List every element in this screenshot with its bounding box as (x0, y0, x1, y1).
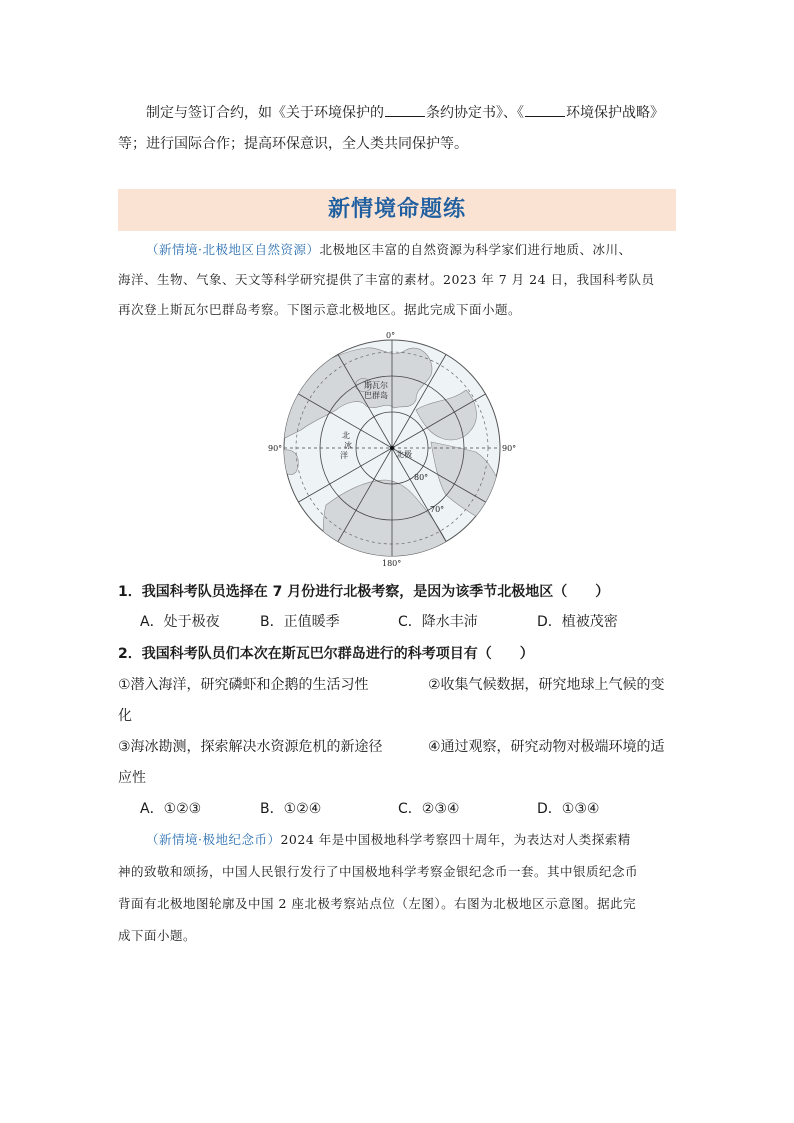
label-180-deg: 180° (382, 559, 402, 568)
passage2-text-4: 成下面小题。 (118, 928, 197, 943)
q1-option-c[interactable]: C．降水丰沛 (398, 614, 478, 630)
passage2-line-4 (118, 926, 196, 946)
passage2-text-1: 2024 年是中国极地科学考察四十周年，为表达对人类探索精 (280, 832, 631, 847)
q2-item-4b: 应性 (118, 770, 146, 786)
label-90-right: 90° (502, 444, 517, 453)
q2-option-a[interactable]: A．①②③ (140, 801, 202, 817)
q1-option-d[interactable]: D．植被茂密 (537, 614, 618, 630)
intro-line-2 (118, 134, 468, 154)
intro-text-a: 制定与签订合约，如《关于环境保护的 (146, 105, 384, 121)
label-arctic-ocean-2: 冰 (344, 441, 352, 450)
q1-option-a[interactable]: A．处于极夜 (140, 614, 220, 630)
label-90-left: 90° (268, 444, 283, 453)
passage1-text-2: 海洋、生物、气象、天文等科学研究提供了丰富的素材。2023 年 7 月 24 日，我国科考队员 (118, 272, 655, 287)
q2-stem: 2．我国科考队员们本次在斯瓦巴尔群岛进行的科考项目有（ ） (118, 646, 534, 662)
label-north-pole: 北极 (396, 450, 412, 459)
q2-item-4a: ④通过观察，研究动物对极端环境的适 (428, 739, 665, 755)
arctic-map (266, 330, 526, 570)
north-pole-dot (390, 446, 394, 450)
passage2-line-3 (118, 894, 636, 914)
passage1-line-3 (118, 300, 521, 320)
q2-option-b[interactable]: B．①②④ (260, 801, 322, 817)
q2-item-3: ③海冰勘测，探索解决水资源危机的新途径 (118, 739, 383, 755)
passage1-text-1: 北极地区丰富的自然资源为科学家们进行地质、冰川、 (319, 242, 632, 257)
label-80-deg: 80° (414, 473, 429, 482)
label-arctic-ocean-3: 洋 (340, 451, 348, 460)
q2-option-c[interactable]: C．②③④ (398, 801, 460, 817)
passage1-text-3: 再次登上斯瓦尔巴群岛考察。下图示意北极地区。据此完成下面小题。 (118, 302, 522, 317)
q1-stem: 1．我国科考队员选择在 7 月份进行北极考察，是因为该季节北极地区（ ） (118, 584, 610, 600)
label-svalbard-2: 巴群岛 (364, 391, 388, 400)
passage2-text-3: 背面有北极地图轮廓及中国 2 座北极考察站点位（左图）。右图为北极地区示意图。据此完 (118, 896, 637, 911)
intro-text-line2: 等；进行国际合作；提高环保意识，全人类共同保护等。 (118, 136, 468, 152)
passage2-line-2 (118, 862, 638, 882)
passage2-text-2: 神的致敬和颂扬，中国人民银行发行了中国极地科学考察金银纪念币一套。其中银质纪念币 (118, 864, 639, 879)
label-0-deg: 0° (386, 331, 396, 340)
label-70-deg: 70° (430, 505, 445, 514)
intro-text-b: 条约协定书》、《 (426, 105, 524, 121)
passage2-tag: （新情境·极地纪念币） (146, 832, 281, 847)
q2-item-2b: 化 (118, 708, 132, 724)
fill-blank-1[interactable] (385, 102, 425, 117)
banner-title: 新情境命题练 (327, 197, 466, 222)
section-banner (118, 189, 676, 231)
passage1-line-2 (118, 270, 655, 290)
label-svalbard-1: 斯瓦尔 (364, 381, 388, 390)
passage1-tag: （新情境·北极地区自然资源） (146, 242, 320, 257)
label-arctic-ocean-1: 北 (342, 431, 350, 440)
passage2-line-1 (146, 830, 631, 850)
q2-option-d[interactable]: D．①③④ (537, 801, 600, 817)
q1-option-b[interactable]: B．正值暖季 (260, 614, 340, 630)
intro-text-c: 环境保护战略》 (566, 105, 664, 121)
q2-item-1: ①潜入海洋，研究磷虾和企鹅的生活习性 (118, 677, 369, 693)
q2-item-2a: ②收集气候数据，研究地球上气候的变 (428, 677, 665, 693)
fill-blank-2[interactable] (525, 102, 565, 117)
intro-line-1 (146, 102, 664, 123)
passage1-line-1 (146, 240, 632, 260)
